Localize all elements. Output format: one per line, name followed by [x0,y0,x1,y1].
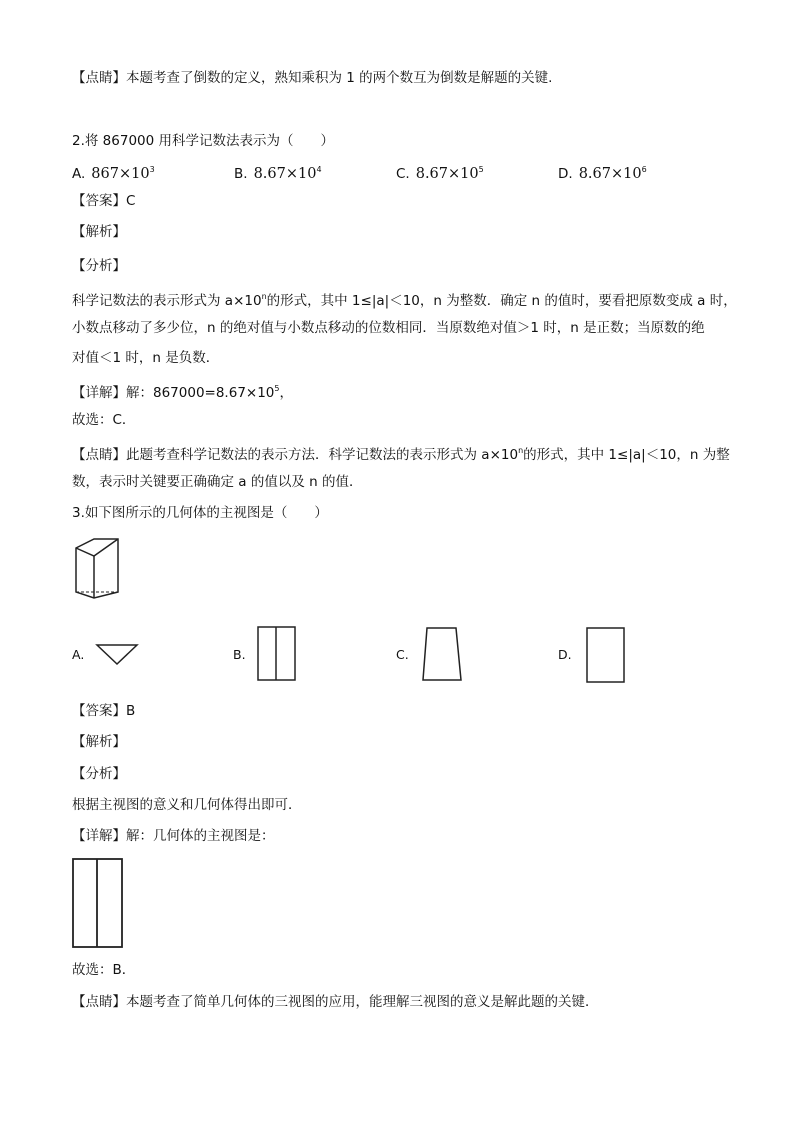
q2-jiexi-heading: 【解析】 [72,224,126,240]
answer-tag: 【答案】 [72,703,126,719]
answer-value: C [126,193,136,209]
rectangle-view-icon [584,625,628,685]
q2-answer [72,191,135,211]
q3-fenxi-heading: 【分析】 [72,766,126,782]
q3-stem: 3.如下图所示的几何体的主视图是（ ） [72,505,328,521]
q2-detail [72,379,293,403]
triangle-view-icon [95,642,139,668]
option-exponent: 5 [478,165,484,174]
q3-detail: 【详解】解：几何体的主视图是： [72,828,275,844]
q2-choose: 故选：C． [72,412,136,428]
front-view-answer-figure [70,856,126,950]
q3-option-c-label: C. [396,647,409,662]
exponent: 5 [274,384,280,393]
trapezoid-view-icon [420,625,464,683]
q3-option-d-label: D. [558,647,572,662]
q2-option-a [72,160,155,184]
two-rectangle-view-icon [256,625,298,683]
text-segment: 【点睛】此题考查科学记数法的表示方法．科学记数法的表示形式为 a×10 [72,447,519,463]
text-segment: ， [279,385,293,401]
exponent: n [261,292,267,301]
option-exponent: 4 [316,165,322,174]
text-segment: 【详解】解：867000=8.67×10 [72,385,275,401]
q1-key-point: 【点睛】本题考查了倒数的定义，熟知乘积为 1 的两个数互为倒数是解题的关键. [72,70,553,86]
q2-option-d [558,160,647,184]
q2-option-c [396,160,484,184]
q3-analysis: 根据主视图的意义和几何体得出即可． [72,797,302,813]
q3-answer [72,701,135,721]
q2-analysis-line-3: 对值＜1 时，n 是负数． [72,350,220,366]
q2-stem: 2.将 867000 用科学记数法表示为（ ） [72,133,334,149]
q2-fenxi-heading: 【分析】 [72,258,126,274]
option-letter: B. [234,166,248,182]
option-letter: D. [558,166,573,182]
text-segment: 的形式，其中 1≤|a|＜10，n 为整数．确定 n 的值时，要看把原数变成 a 时， [266,293,737,309]
option-value: 8.67×10 [253,166,317,182]
option-value: 8.67×10 [578,166,642,182]
text-segment: 科学记数法的表示形式为 a×10 [72,293,262,309]
option-exponent: 6 [641,165,647,174]
exponent: n [518,446,524,455]
q3-option-b-label: B. [233,647,246,662]
text-segment: 的形式，其中 1≤|a|＜10，n 为整 [523,447,730,463]
q2-analysis-line-2: 小数点移动了多少位，n 的绝对值与小数点移动的位数相同．当原数绝对值＞1 时，n 是正数；当原数的绝 [72,320,705,336]
q3-jiexi-heading: 【解析】 [72,734,126,750]
q3-option-a-label: A. [72,647,85,662]
answer-value: B [126,703,136,719]
q2-key-point-line-1 [72,441,730,465]
option-exponent: 3 [149,165,155,174]
option-letter: A. [72,166,86,182]
option-letter: C. [396,166,410,182]
triangular-prism-figure [72,536,126,606]
q3-choose: 故选：B． [72,962,136,978]
q2-option-b [234,160,322,184]
q3-key-point: 【点睛】本题考查了简单几何体的三视图的应用，能理解三视图的意义是解此题的关键． [72,994,599,1010]
option-value: 8.67×10 [415,166,479,182]
answer-tag: 【答案】 [72,193,126,209]
q2-key-point-line-2: 数，表示时关键要正确确定 a 的值以及 n 的值． [72,474,363,490]
q2-analysis-line-1 [72,287,737,311]
option-value: 867×10 [91,166,150,182]
